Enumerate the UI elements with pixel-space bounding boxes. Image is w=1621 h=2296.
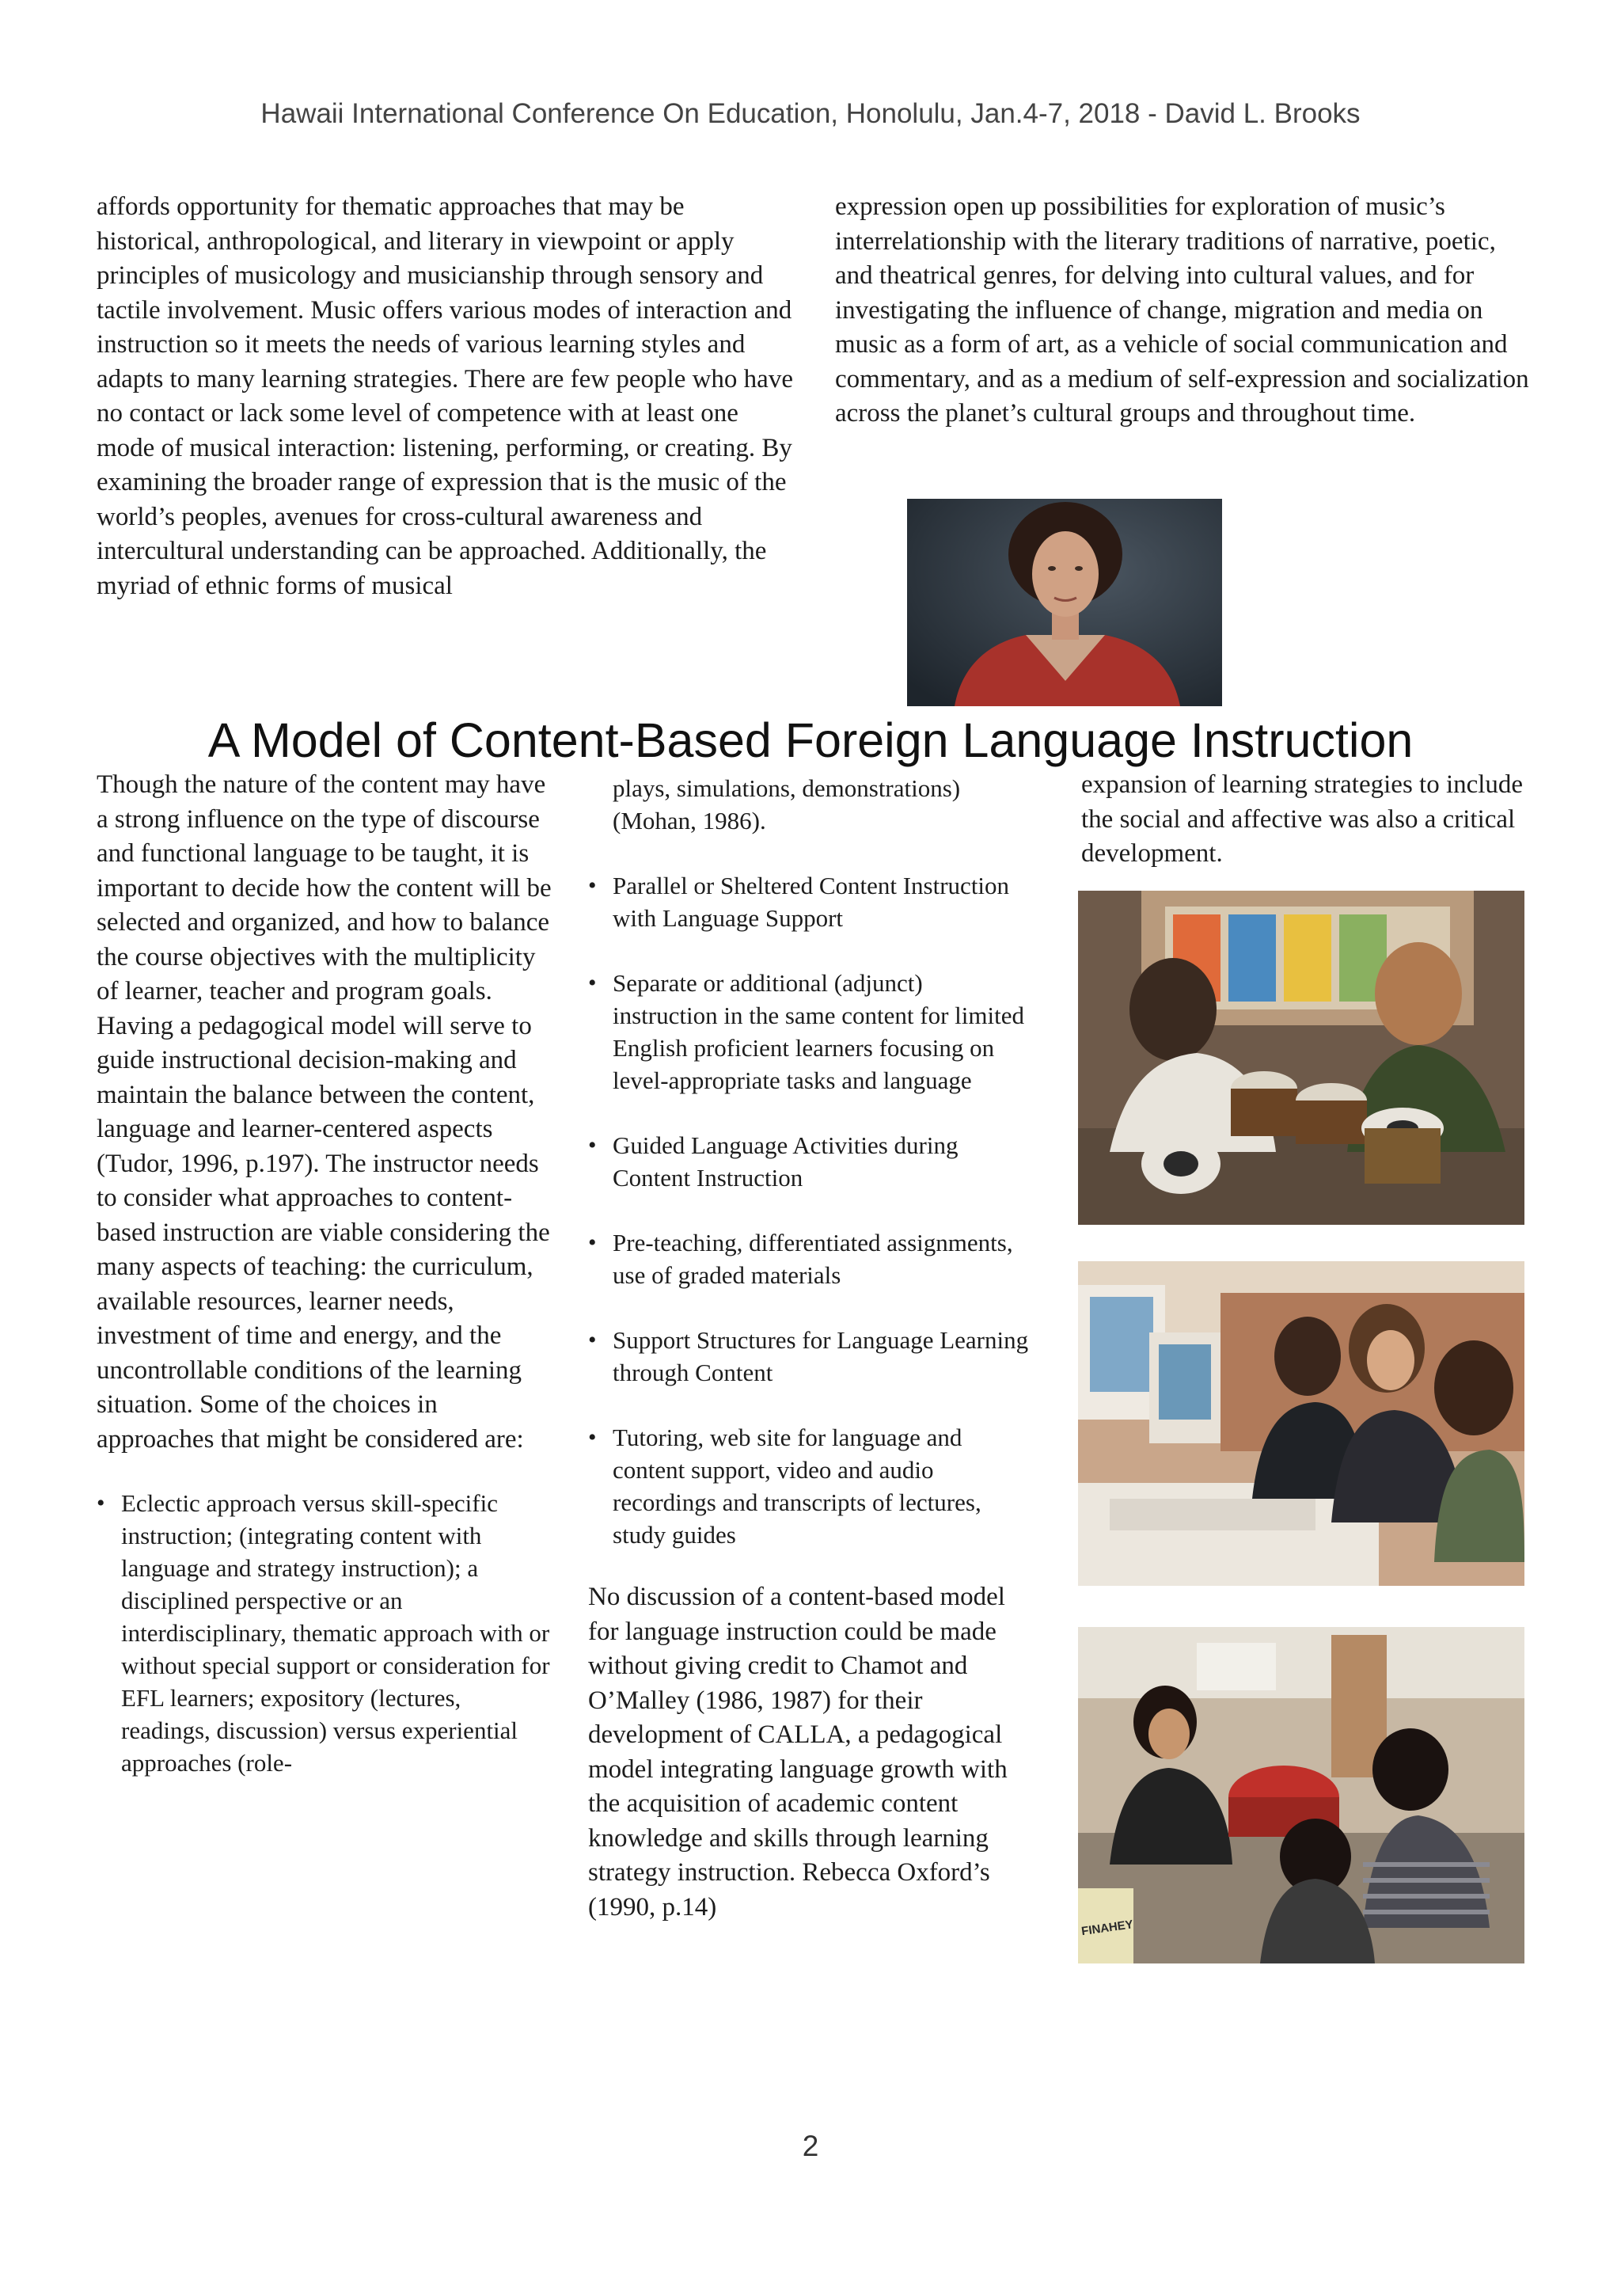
list-item: • Eclectic approach versus skill-specific instruction; (integrating content with language and strategy instruction); a disciplined perspective or an interdisciplinary, thematic approach with or without special support or consideration for EFL learners; expository (lectures, readings, discussion) versus experiential approaches (role- (97, 1487, 552, 1779)
lower-middle-column (588, 772, 1031, 1925)
bullet-continuation: plays, simulations, demonstrations) (Mohan, 1986). (613, 774, 961, 834)
list-item: • Tutoring, web site for language and content support, video and audio recordings and transcripts of lectures, study guides (588, 1421, 1031, 1551)
list-item: • Support Structures for Language Learning through Content (588, 1324, 1031, 1389)
upper-left-column (97, 190, 793, 603)
lower-left-paragraph: Though the nature of the content may have a strong influence on the type of discourse and functional language to be taught, it is important to decide how the content will be selected and organized, and how to balance the course objectives with the multiplicity of learner, teacher and program goals. Having a pedagogical model will serve to guide instructional decision-making and maintain the balance between the content, language and learner-centered aspects (Tudor, 1996, p.197). The instructor needs to consider what approaches to content-based instruction are viable considering the many aspects of teaching: the curriculum, available resources, learner needs, investment of time and energy, and the uncontrollable conditions of the learning situation. Some of the choices in approaches that might be considered are: (97, 770, 552, 1454)
page-number: 2 (802, 2130, 819, 2162)
section-heading: A Model of Content-Based Foreign Language Instruction (207, 713, 1414, 767)
lower-right-column (1081, 768, 1524, 872)
portrait-photo (907, 499, 1222, 706)
tabla-lesson-photo (1078, 891, 1524, 1225)
running-header: Hawaii International Conference On Education, Honolulu, Jan.4-7, 2018 - David L. Brooks (260, 98, 1361, 129)
computer-lab-photo (1078, 1261, 1524, 1586)
approach-bullet-list (97, 1487, 552, 1779)
shirt-print-text: FINAHEY (1080, 1918, 1134, 1939)
upper-left-paragraph: affords opportunity for thematic approaches that may be historical, anthropological, and literary in viewpoint or apply principles of musicology and musicianship through sensory and tactile involvement. Music offers various modes of interaction and instruction so it meets the needs of various learning styles and adapts to many learning strategies. There are few people who have no contact or lack some level of competence with at least one mode of musical interaction: listening, performing, or creating. By examining the broader range of expression that is the music of the world’s peoples, avenues for cross-cultural awareness and intercultural understanding can be approached. Additionally, the myriad of ethnic forms of musical (97, 192, 793, 600)
lower-left-column (97, 768, 552, 1779)
list-item: • Pre-teaching, differentiated assignments, use of graded materials (588, 1226, 1031, 1291)
list-item: • Separate or additional (adjunct) instruction in the same content for limited English proficient learners focusing on level-appropriate tasks and language (588, 967, 1031, 1097)
lower-middle-paragraph: No discussion of a content-based model for language instruction could be made without giving credit to Chamot and O’Malley (1986, 1987) for their development of CALLA, a pedagogical model integrating language growth with the acquisition of academic content knowledge and skills through learning strategy instruction. Rebecca Oxford’s (1990, p.14) (588, 1583, 1008, 1922)
drum-class-photo (1078, 1627, 1524, 1963)
list-item: • Parallel or Sheltered Content Instruction with Language Support (588, 869, 1031, 934)
upper-right-column (835, 190, 1532, 431)
upper-right-paragraph: expression open up possibilities for exploration of music’s interrelationship with the literary traditions of narrative, poetic, and theatrical genres, for delving into cultural values, and for investigating the influence of change, migration and media on music as a form of art, as a vehicle of social communication and commentary, and as a medium of self-expression and socialization across the planet’s cultural groups and throughout time. (835, 192, 1529, 428)
options-bullet-list (588, 869, 1031, 1551)
list-item: • Guided Language Activities during Content Instruction (588, 1129, 1031, 1194)
lower-right-paragraph: expansion of learning strategies to include the social and affective was also a critical development. (1081, 770, 1524, 868)
